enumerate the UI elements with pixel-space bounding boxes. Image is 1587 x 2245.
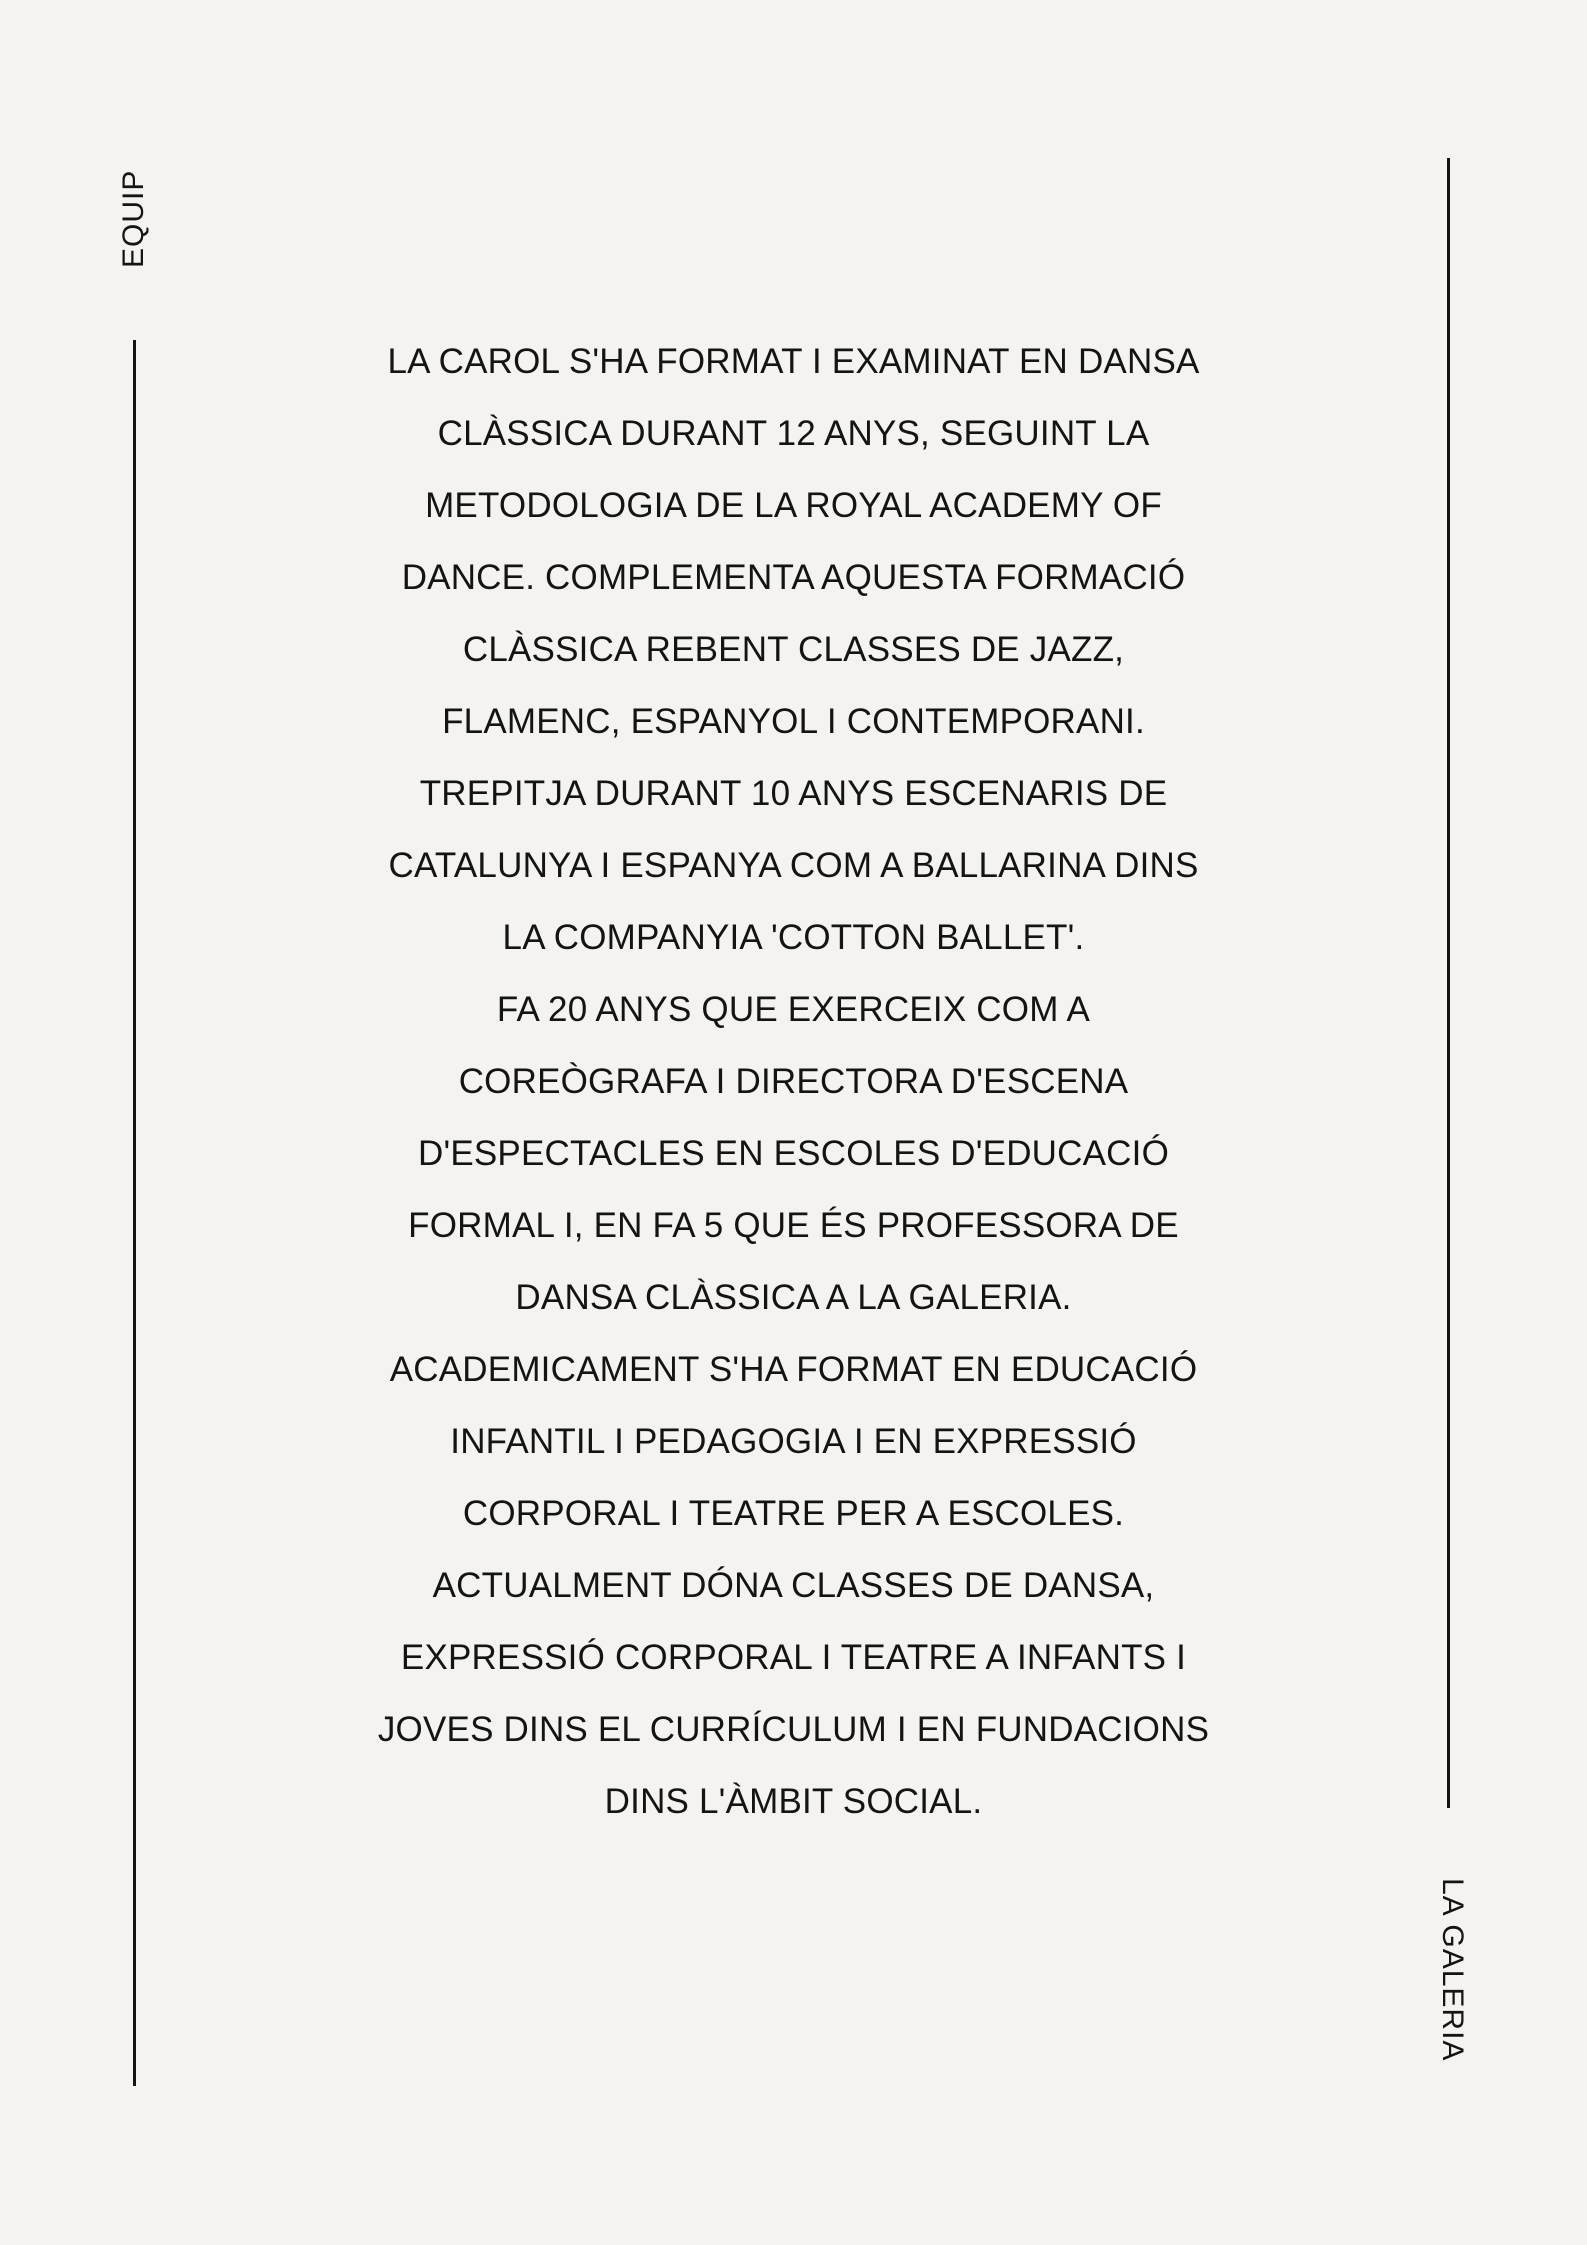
bio-line: DANCE. COMPLEMENTA AQUESTA FORMACIÓ	[401, 558, 1186, 597]
bio-line: ACTUALMENT DÓNA CLASSES DE DANSA,	[432, 1566, 1155, 1605]
bio-line: CORPORAL I TEATRE PER A ESCOLES.	[462, 1494, 1125, 1533]
bio-line: DINS L'ÀMBIT SOCIAL.	[604, 1782, 983, 1821]
bio-line: FORMAL I, EN FA 5 QUE ÉS PROFESSORA DE	[408, 1206, 1179, 1245]
bio-line: INFANTIL I PEDAGOGIA I EN EXPRESSIÓ	[450, 1422, 1137, 1461]
bio-line: METODOLOGIA DE LA ROYAL ACADEMY OF	[425, 486, 1162, 525]
bio-line: COREÒGRAFA I DIRECTORA D'ESCENA	[458, 1062, 1129, 1101]
section-label-equip: EQUIP	[117, 169, 150, 268]
bio-line: FA 20 ANYS QUE EXERCEIX COM A	[496, 990, 1091, 1029]
bio-line: LA CAROL S'HA FORMAT I EXAMINAT EN DANSA	[387, 342, 1200, 381]
bio-line: TREPITJA DURANT 10 ANYS ESCENARIS DE	[419, 774, 1168, 813]
bio-line: D'ESPECTACLES EN ESCOLES D'EDUCACIÓ	[417, 1134, 1169, 1173]
bio-line: CLÀSSICA DURANT 12 ANYS, SEGUINT LA	[437, 414, 1150, 453]
right-vertical-rule	[1447, 158, 1450, 1808]
bio-paragraph	[300, 326, 1287, 1838]
brand-label-la-galeria: LA GALERIA	[1436, 1878, 1469, 2062]
bio-line: CLÀSSICA REBENT CLASSES DE JAZZ,	[462, 630, 1125, 669]
bio-line: EXPRESSIÓ CORPORAL I TEATRE A INFANTS I	[400, 1638, 1187, 1677]
bio-line: FLAMENC, ESPANYOL I CONTEMPORANI.	[442, 702, 1145, 741]
bio-line: ACADEMICAMENT S'HA FORMAT EN EDUCACIÓ	[389, 1350, 1198, 1389]
bio-line: CATALUNYA I ESPANYA COM A BALLARINA DINS	[388, 846, 1199, 885]
bio-line: LA COMPANYIA 'COTTON BALLET'.	[502, 918, 1085, 957]
bio-line: DANSA CLÀSSICA A LA GALERIA.	[515, 1278, 1072, 1317]
bio-line: JOVES DINS EL CURRÍCULUM I EN FUNDACIONS	[377, 1710, 1210, 1749]
left-vertical-rule	[133, 340, 136, 2086]
